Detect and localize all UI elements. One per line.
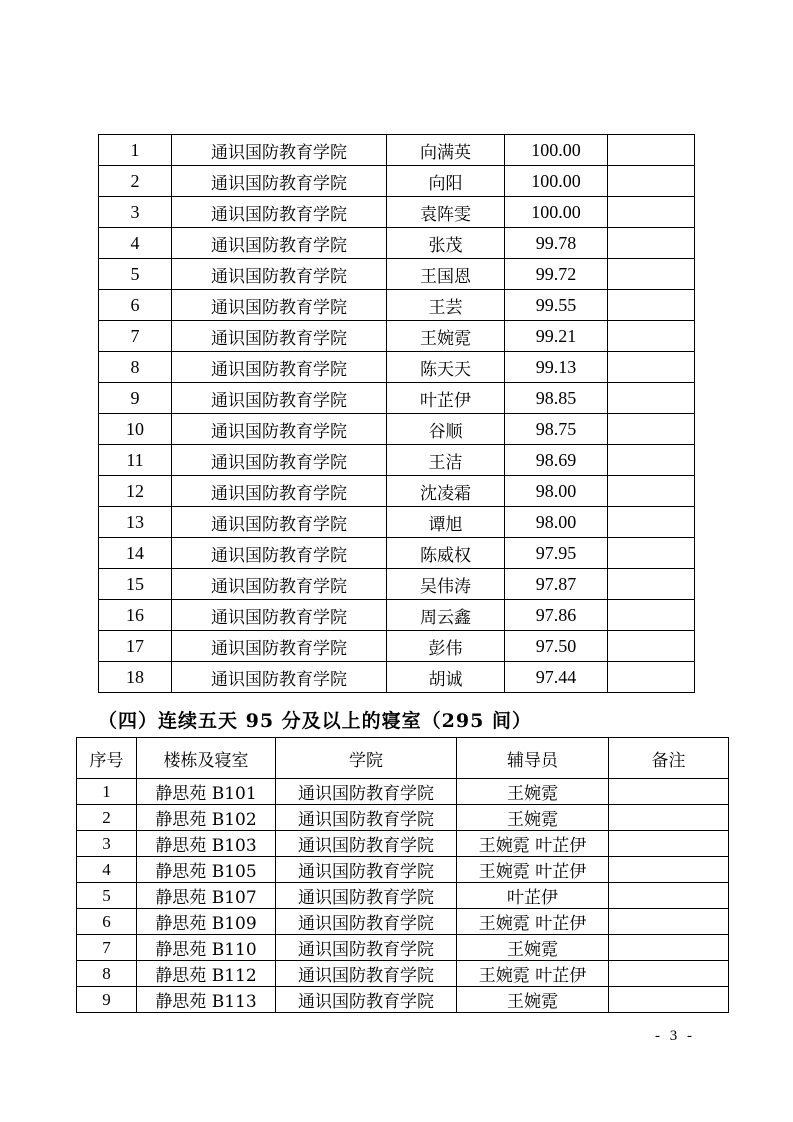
cell-no: 13 <box>99 507 172 538</box>
cell-college: 通识国防教育学院 <box>172 662 387 693</box>
cell-score: 98.75 <box>505 414 608 445</box>
table-row <box>77 883 729 909</box>
cell-note <box>608 538 695 569</box>
cell-note <box>608 352 695 383</box>
cell-college: 通识国防教育学院 <box>172 538 387 569</box>
cell-note <box>608 414 695 445</box>
cell-no: 17 <box>99 631 172 662</box>
cell-college: 通识国防教育学院 <box>276 883 457 909</box>
cell-no: 14 <box>99 538 172 569</box>
cell-college: 通识国防教育学院 <box>172 352 387 383</box>
cell-no: 6 <box>77 909 137 935</box>
cell-college: 通识国防教育学院 <box>172 476 387 507</box>
cell-counselor: 王婉霓 叶芷伊 <box>457 961 609 987</box>
cell-no: 2 <box>77 805 137 831</box>
cell-score: 97.95 <box>505 538 608 569</box>
cell-counselor: 王婉霓 <box>457 805 609 831</box>
table-row <box>99 197 695 228</box>
table-row <box>99 569 695 600</box>
cell-no: 15 <box>99 569 172 600</box>
cell-note <box>609 935 729 961</box>
table-row <box>77 935 729 961</box>
table-row <box>99 476 695 507</box>
cell-counselor: 王婉霓 叶芷伊 <box>457 909 609 935</box>
cell-no: 7 <box>99 321 172 352</box>
cell-note <box>608 631 695 662</box>
dorm-table-header-row <box>77 738 729 779</box>
table-row <box>77 805 729 831</box>
cell-counselor: 叶芷伊 <box>457 883 609 909</box>
cell-score: 98.00 <box>505 476 608 507</box>
header-room: 楼栋及寝室 <box>137 738 276 779</box>
cell-note <box>609 779 729 805</box>
cell-room: 静思苑 B110 <box>137 935 276 961</box>
cell-college: 通识国防教育学院 <box>276 857 457 883</box>
cell-counselor: 王婉霓 <box>457 987 609 1013</box>
cell-no: 18 <box>99 662 172 693</box>
cell-note <box>609 805 729 831</box>
cell-score: 98.69 <box>505 445 608 476</box>
cell-name: 王婉霓 <box>387 321 505 352</box>
cell-note <box>608 321 695 352</box>
cell-note <box>609 883 729 909</box>
cell-college: 通识国防教育学院 <box>172 507 387 538</box>
cell-note <box>608 600 695 631</box>
cell-college: 通识国防教育学院 <box>172 228 387 259</box>
table-row <box>99 538 695 569</box>
cell-no: 1 <box>77 779 137 805</box>
table-row <box>99 166 695 197</box>
cell-score: 99.55 <box>505 290 608 321</box>
cell-college: 通识国防教育学院 <box>172 569 387 600</box>
cell-name: 向阳 <box>387 166 505 197</box>
cell-score: 100.00 <box>505 166 608 197</box>
cell-name: 谷顺 <box>387 414 505 445</box>
cell-name: 王芸 <box>387 290 505 321</box>
cell-counselor: 王婉霓 叶芷伊 <box>457 831 609 857</box>
cell-score: 97.44 <box>505 662 608 693</box>
cell-college: 通识国防教育学院 <box>172 383 387 414</box>
cell-college: 通识国防教育学院 <box>276 987 457 1013</box>
cell-score: 98.85 <box>505 383 608 414</box>
scores-table-body <box>99 135 695 693</box>
cell-note <box>608 166 695 197</box>
cell-room: 静思苑 B107 <box>137 883 276 909</box>
cell-score: 100.00 <box>505 197 608 228</box>
table-row <box>99 662 695 693</box>
cell-college: 通识国防教育学院 <box>172 135 387 166</box>
cell-note <box>608 290 695 321</box>
cell-score: 99.78 <box>505 228 608 259</box>
cell-score: 97.86 <box>505 600 608 631</box>
cell-note <box>608 197 695 228</box>
cell-college: 通识国防教育学院 <box>276 805 457 831</box>
page-number: - 3 - <box>655 1028 695 1044</box>
cell-no: 12 <box>99 476 172 507</box>
cell-note <box>608 259 695 290</box>
cell-name: 袁阵雯 <box>387 197 505 228</box>
cell-no: 6 <box>99 290 172 321</box>
cell-no: 3 <box>99 197 172 228</box>
table-row <box>77 909 729 935</box>
cell-college: 通识国防教育学院 <box>172 600 387 631</box>
cell-note <box>608 383 695 414</box>
cell-score: 98.00 <box>505 507 608 538</box>
cell-room: 静思苑 B109 <box>137 909 276 935</box>
cell-room: 静思苑 B105 <box>137 857 276 883</box>
cell-college: 通识国防教育学院 <box>276 909 457 935</box>
header-note: 备注 <box>609 738 729 779</box>
table-row <box>77 831 729 857</box>
cell-note <box>609 831 729 857</box>
cell-name: 谭旭 <box>387 507 505 538</box>
cell-college: 通识国防教育学院 <box>276 831 457 857</box>
cell-college: 通识国防教育学院 <box>172 259 387 290</box>
cell-college: 通识国防教育学院 <box>172 166 387 197</box>
cell-name: 向满英 <box>387 135 505 166</box>
cell-name: 叶芷伊 <box>387 383 505 414</box>
cell-college: 通识国防教育学院 <box>276 961 457 987</box>
cell-note <box>608 569 695 600</box>
cell-counselor: 王婉霓 叶芷伊 <box>457 857 609 883</box>
cell-room: 静思苑 B112 <box>137 961 276 987</box>
cell-score: 99.13 <box>505 352 608 383</box>
cell-name: 彭伟 <box>387 631 505 662</box>
cell-note <box>608 445 695 476</box>
header-no: 序号 <box>77 738 137 779</box>
cell-name: 张茂 <box>387 228 505 259</box>
dorm-table-body <box>77 779 729 1013</box>
cell-no: 1 <box>99 135 172 166</box>
table-row <box>99 228 695 259</box>
table-row <box>77 779 729 805</box>
cell-college: 通识国防教育学院 <box>276 935 457 961</box>
cell-no: 8 <box>99 352 172 383</box>
table-row <box>77 857 729 883</box>
cell-score: 99.21 <box>505 321 608 352</box>
cell-no: 5 <box>77 883 137 909</box>
cell-room: 静思苑 B103 <box>137 831 276 857</box>
cell-note <box>608 135 695 166</box>
cell-name: 吴伟涛 <box>387 569 505 600</box>
cell-no: 4 <box>99 228 172 259</box>
table-row <box>99 290 695 321</box>
cell-no: 9 <box>77 987 137 1013</box>
cell-note <box>608 507 695 538</box>
cell-college: 通识国防教育学院 <box>172 631 387 662</box>
cell-note <box>609 987 729 1013</box>
table-row <box>99 135 695 166</box>
table-row <box>99 445 695 476</box>
cell-no: 16 <box>99 600 172 631</box>
cell-name: 沈凌霜 <box>387 476 505 507</box>
cell-note <box>608 476 695 507</box>
cell-college: 通识国防教育学院 <box>172 321 387 352</box>
cell-room: 静思苑 B102 <box>137 805 276 831</box>
cell-score: 99.72 <box>505 259 608 290</box>
cell-room: 静思苑 B101 <box>137 779 276 805</box>
cell-note <box>608 662 695 693</box>
cell-no: 8 <box>77 961 137 987</box>
cell-no: 3 <box>77 831 137 857</box>
dorm-table <box>76 737 729 1013</box>
cell-college: 通识国防教育学院 <box>172 445 387 476</box>
cell-college: 通识国防教育学院 <box>172 414 387 445</box>
table-row <box>99 414 695 445</box>
section-title: （四）连续五天 95 分及以上的寝室（295 间） <box>98 710 532 732</box>
cell-note <box>608 228 695 259</box>
cell-counselor: 王婉霓 <box>457 779 609 805</box>
cell-note <box>609 857 729 883</box>
cell-no: 7 <box>77 935 137 961</box>
scores-table <box>98 134 695 693</box>
cell-counselor: 王婉霓 <box>457 935 609 961</box>
cell-college: 通识国防教育学院 <box>172 197 387 228</box>
cell-name: 陈天天 <box>387 352 505 383</box>
cell-no: 11 <box>99 445 172 476</box>
table-row <box>99 321 695 352</box>
table-row <box>99 631 695 662</box>
cell-no: 5 <box>99 259 172 290</box>
cell-no: 2 <box>99 166 172 197</box>
cell-name: 胡诚 <box>387 662 505 693</box>
cell-note <box>609 961 729 987</box>
table-row <box>99 383 695 414</box>
cell-name: 王国恩 <box>387 259 505 290</box>
table-row <box>99 507 695 538</box>
cell-no: 9 <box>99 383 172 414</box>
table-row <box>99 259 695 290</box>
cell-name: 周云鑫 <box>387 600 505 631</box>
cell-name: 王洁 <box>387 445 505 476</box>
header-college: 学院 <box>276 738 457 779</box>
table-row <box>77 987 729 1013</box>
cell-no: 10 <box>99 414 172 445</box>
cell-score: 97.50 <box>505 631 608 662</box>
table-row <box>99 352 695 383</box>
cell-name: 陈威权 <box>387 538 505 569</box>
table-row <box>77 961 729 987</box>
cell-no: 4 <box>77 857 137 883</box>
table-row <box>99 600 695 631</box>
header-counselor: 辅导员 <box>457 738 609 779</box>
cell-college: 通识国防教育学院 <box>276 779 457 805</box>
cell-college: 通识国防教育学院 <box>172 290 387 321</box>
cell-score: 100.00 <box>505 135 608 166</box>
cell-score: 97.87 <box>505 569 608 600</box>
cell-note <box>609 909 729 935</box>
cell-room: 静思苑 B113 <box>137 987 276 1013</box>
